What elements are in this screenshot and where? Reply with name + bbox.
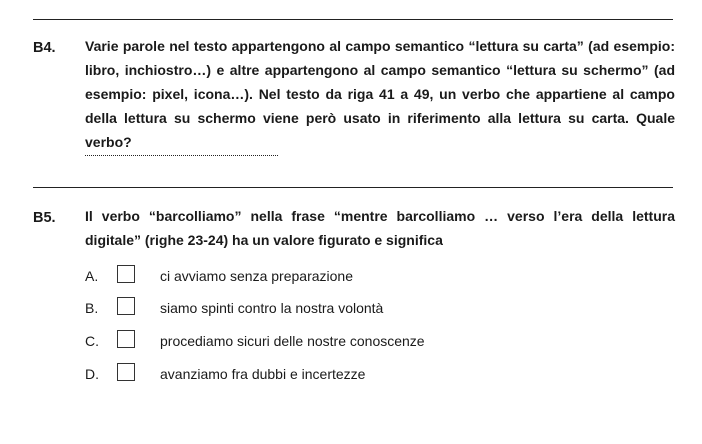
option-c[interactable] [85,330,645,352]
option-text: siamo spinti contro la nostra volontà [160,300,384,316]
option-text: avanziamo fra dubbi e incertezze [160,366,366,382]
option-letter: B. [85,300,99,316]
option-text: ci avviamo senza preparazione [160,268,353,284]
option-letter: A. [85,268,99,284]
option-text: procediamo sicuri delle nostre conoscenze [160,333,425,349]
option-a[interactable] [85,265,645,287]
section-divider [33,187,673,188]
checkbox-c[interactable] [117,330,135,348]
option-letter: D. [85,366,99,382]
checkbox-b[interactable] [117,297,135,315]
checkbox-d[interactable] [117,363,135,381]
question-b5-text: Il verbo “barcolliamo” nella frase “mentre barcolliamo … verso l’era della lettura digitale” (righe 23-24) ha un valore figurato e significa [85,208,675,248]
question-b4-text: Varie parole nel testo appartengono al campo semantico “lettura su carta” (ad esempio: libro, inchiostro…) e altre appartengono al campo semantico “lettura su schermo” (ad esempio: pixel, icona…). Nel testo da riga 41 a 49, un verbo che appartiene al campo della lettura su schermo viene però usato in riferimento alla lettura su carta. Quale verbo? [85,38,675,150]
option-letter: C. [85,333,99,349]
question-b4-number: B4. [33,40,56,56]
top-divider [33,19,673,20]
option-b[interactable] [85,297,645,319]
question-b5-number: B5. [33,210,56,226]
option-d[interactable] [85,363,645,385]
question-b4-answer-line[interactable] [85,145,278,156]
checkbox-a[interactable] [117,265,135,283]
